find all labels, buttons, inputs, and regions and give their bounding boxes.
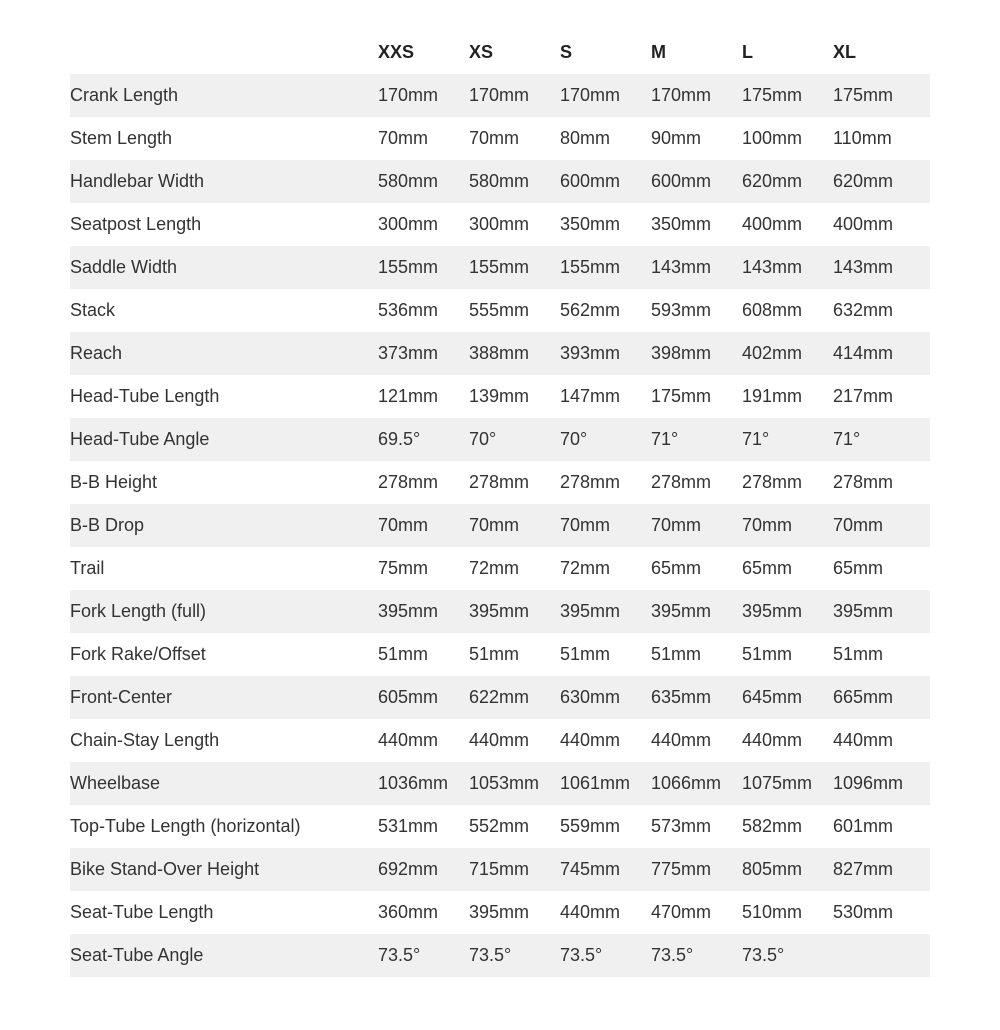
spec-value-cell: 470mm (651, 902, 712, 922)
spec-value-cell: 373mm (378, 343, 439, 363)
spec-value-cell: 217mm (833, 386, 894, 406)
spec-row-label: Stack (70, 300, 116, 320)
table-row (70, 375, 930, 418)
spec-row-label: Saddle Width (70, 257, 178, 277)
spec-value-cell: 350mm (651, 214, 712, 234)
table-row (70, 289, 930, 332)
spec-value-cell: 692mm (378, 859, 439, 879)
spec-value-cell: 121mm (378, 386, 439, 406)
spec-value-cell: 536mm (378, 300, 439, 320)
table-row (70, 762, 930, 805)
spec-value-cell: 110mm (833, 128, 892, 148)
spec-value-cell: 510mm (742, 902, 803, 922)
spec-value-cell: 143mm (742, 257, 803, 277)
spec-value-cell: 139mm (469, 386, 530, 406)
spec-value-cell: 350mm (560, 214, 621, 234)
spec-value-cell: 559mm (560, 816, 621, 836)
spec-value-cell: 278mm (833, 472, 894, 492)
spec-value-cell: 635mm (651, 687, 712, 707)
spec-value-cell: 632mm (833, 300, 894, 320)
spec-value-cell: 440mm (469, 730, 530, 750)
spec-value-cell: 440mm (560, 730, 621, 750)
spec-value-cell: 51mm (833, 644, 884, 664)
spec-value-cell: 71° (742, 429, 770, 449)
spec-value-cell: 400mm (742, 214, 803, 234)
spec-row-label: Fork Rake/Offset (70, 644, 206, 664)
spec-value-cell: 395mm (469, 601, 530, 621)
table-row (70, 461, 930, 504)
spec-name-header (70, 30, 378, 74)
spec-row-label: Front-Center (70, 687, 173, 707)
spec-value-cell: 395mm (560, 601, 621, 621)
spec-value-cell: 605mm (378, 687, 439, 707)
spec-value-cell: 70mm (742, 515, 793, 535)
spec-value-cell: 440mm (833, 730, 894, 750)
spec-value-cell: 70mm (651, 515, 702, 535)
spec-value-cell: 400mm (833, 214, 894, 234)
spec-row-label: B-B Height (70, 472, 158, 492)
spec-row-label: Seat-Tube Angle (70, 945, 204, 965)
spec-value-cell: 278mm (742, 472, 803, 492)
spec-value-cell: 440mm (378, 730, 439, 750)
bike-geometry-table (70, 30, 930, 977)
spec-row-label: Bike Stand-Over Height (70, 859, 260, 879)
spec-value-cell: 175mm (833, 85, 894, 105)
table-row (70, 934, 930, 977)
geometry-rows (70, 74, 930, 977)
spec-value-cell: 593mm (651, 300, 712, 320)
table-row (70, 719, 930, 762)
table-row (70, 633, 930, 676)
spec-value-cell: 175mm (651, 386, 712, 406)
spec-value-cell: 1066mm (651, 773, 722, 793)
spec-value-cell: 1075mm (742, 773, 813, 793)
spec-value-cell: 395mm (378, 601, 439, 621)
spec-row-label: Reach (70, 343, 123, 363)
spec-value-cell: 562mm (560, 300, 621, 320)
size-column-header-l: L (742, 30, 833, 74)
spec-value-cell: 300mm (378, 214, 439, 234)
spec-value-cell: 805mm (742, 859, 803, 879)
spec-value-cell: 395mm (469, 902, 530, 922)
spec-row-label: Head-Tube Length (70, 386, 220, 406)
spec-value-cell: 827mm (833, 859, 894, 879)
spec-value-cell: 155mm (378, 257, 439, 277)
spec-value-cell: 620mm (742, 171, 803, 191)
spec-value-cell: 73.5° (560, 945, 603, 965)
table-row (70, 805, 930, 848)
spec-row-label: Stem Length (70, 128, 173, 148)
spec-value-cell: 73.5° (469, 945, 512, 965)
spec-row-label: B-B Drop (70, 515, 145, 535)
table-row (70, 504, 930, 547)
spec-value-cell: 580mm (378, 171, 439, 191)
spec-value-cell: 395mm (833, 601, 894, 621)
spec-value-cell: 143mm (833, 257, 894, 277)
spec-value-cell: 170mm (378, 85, 439, 105)
spec-value-cell: 72mm (560, 558, 611, 578)
spec-value-cell: 300mm (469, 214, 530, 234)
spec-value-cell: 278mm (378, 472, 439, 492)
spec-row-label: Seat-Tube Length (70, 902, 214, 922)
spec-value-cell: 170mm (560, 85, 621, 105)
spec-value-cell: 51mm (651, 644, 702, 664)
table-row (70, 117, 930, 160)
size-column-header-m: M (651, 30, 742, 74)
table-row (70, 74, 930, 117)
spec-value-cell: 70mm (469, 128, 520, 148)
spec-value-cell: 51mm (469, 644, 520, 664)
spec-value-cell: 147mm (560, 386, 621, 406)
spec-value-cell: 600mm (651, 171, 712, 191)
spec-value-cell: 90mm (651, 128, 702, 148)
spec-value-cell: 70mm (378, 515, 429, 535)
table-row (70, 203, 930, 246)
spec-value-cell: 530mm (833, 902, 894, 922)
spec-value-cell: 715mm (469, 859, 530, 879)
table-row (70, 418, 930, 461)
spec-value-cell: 440mm (742, 730, 803, 750)
spec-value-cell: 552mm (469, 816, 530, 836)
spec-value-cell: 573mm (651, 816, 712, 836)
size-column-header-xxs: XXS (378, 30, 469, 74)
table-row (70, 246, 930, 289)
spec-value-cell: 143mm (651, 257, 712, 277)
spec-value-cell: 388mm (469, 343, 530, 363)
spec-value-cell: 402mm (742, 343, 803, 363)
spec-value-cell: 555mm (469, 300, 530, 320)
spec-value-cell: 620mm (833, 171, 894, 191)
spec-row-label: Fork Length (full) (70, 601, 207, 621)
table-row (70, 332, 930, 375)
spec-value-cell: 775mm (651, 859, 712, 879)
spec-value-cell: 73.5° (378, 945, 421, 965)
spec-value-cell: 155mm (469, 257, 530, 277)
spec-value-cell: 1096mm (833, 773, 904, 793)
table-row (70, 891, 930, 934)
spec-value-cell: 582mm (742, 816, 803, 836)
spec-value-cell: 393mm (560, 343, 621, 363)
spec-value-cell: 51mm (560, 644, 611, 664)
spec-value-cell: 70° (469, 429, 497, 449)
spec-value-cell: 69.5° (378, 429, 421, 449)
spec-value-cell: 622mm (469, 687, 530, 707)
spec-value-cell: 73.5° (651, 945, 694, 965)
spec-value-cell: 75mm (378, 558, 429, 578)
spec-value-cell: 65mm (833, 558, 884, 578)
spec-value-cell: 414mm (833, 343, 894, 363)
spec-row-label: Chain-Stay Length (70, 730, 220, 750)
size-column-header-s: S (560, 30, 651, 74)
table-row (70, 160, 930, 203)
spec-value-cell: 170mm (651, 85, 712, 105)
spec-value-cell: 1061mm (560, 773, 631, 793)
spec-value-cell: 398mm (651, 343, 712, 363)
size-column-header-xl: XL (833, 30, 930, 74)
spec-value-cell: 278mm (560, 472, 621, 492)
spec-value-cell: 70mm (378, 128, 429, 148)
spec-value-cell: 65mm (742, 558, 793, 578)
spec-value-cell: 65mm (651, 558, 702, 578)
spec-value-cell: 155mm (560, 257, 621, 277)
spec-value-cell: 70° (560, 429, 588, 449)
spec-value-cell: 70mm (833, 515, 884, 535)
spec-value-cell: 70mm (469, 515, 520, 535)
spec-value-cell: 191mm (742, 386, 803, 406)
spec-row-label: Top-Tube Length (horizontal) (70, 816, 301, 836)
spec-value-cell: 71° (833, 429, 861, 449)
spec-value-cell: 665mm (833, 687, 894, 707)
size-header-row (70, 30, 930, 74)
spec-row-label: Head-Tube Angle (70, 429, 210, 449)
spec-value-cell: 531mm (378, 816, 439, 836)
spec-value-cell: 600mm (560, 171, 621, 191)
spec-value-cell: 170mm (469, 85, 530, 105)
spec-value-cell: 645mm (742, 687, 803, 707)
table-row (70, 547, 930, 590)
size-column-header-xs: XS (469, 30, 560, 74)
table-row (70, 676, 930, 719)
spec-value-cell: 580mm (469, 171, 530, 191)
spec-value-cell: 278mm (469, 472, 530, 492)
spec-value-cell: 360mm (378, 902, 439, 922)
spec-row-label: Handlebar Width (70, 171, 205, 191)
spec-value-cell: 1036mm (378, 773, 449, 793)
spec-value-cell: 440mm (560, 902, 621, 922)
table-row (70, 590, 930, 633)
spec-value-cell: 395mm (651, 601, 712, 621)
spec-value-cell: 80mm (560, 128, 611, 148)
spec-row-label: Seatpost Length (70, 214, 202, 234)
spec-value-cell: 630mm (560, 687, 621, 707)
spec-value-cell: 70mm (560, 515, 611, 535)
spec-value-cell: 395mm (742, 601, 803, 621)
spec-value-cell: 175mm (742, 85, 803, 105)
table-row (70, 848, 930, 891)
spec-row-label: Crank Length (70, 85, 179, 105)
spec-row-label: Wheelbase (70, 773, 161, 793)
spec-value-cell: 72mm (469, 558, 520, 578)
spec-value-cell: 51mm (378, 644, 429, 664)
spec-value-cell: 440mm (651, 730, 712, 750)
spec-value-cell: 1053mm (469, 773, 540, 793)
spec-value-cell: 73.5° (742, 945, 785, 965)
spec-value-cell: 71° (651, 429, 679, 449)
spec-value-cell: 745mm (560, 859, 621, 879)
spec-row-label: Trail (70, 558, 105, 578)
spec-value-cell: 278mm (651, 472, 712, 492)
spec-value-cell (833, 934, 930, 977)
spec-value-cell: 608mm (742, 300, 803, 320)
spec-value-cell: 601mm (833, 816, 894, 836)
spec-value-cell: 100mm (742, 128, 803, 148)
spec-value-cell: 51mm (742, 644, 793, 664)
